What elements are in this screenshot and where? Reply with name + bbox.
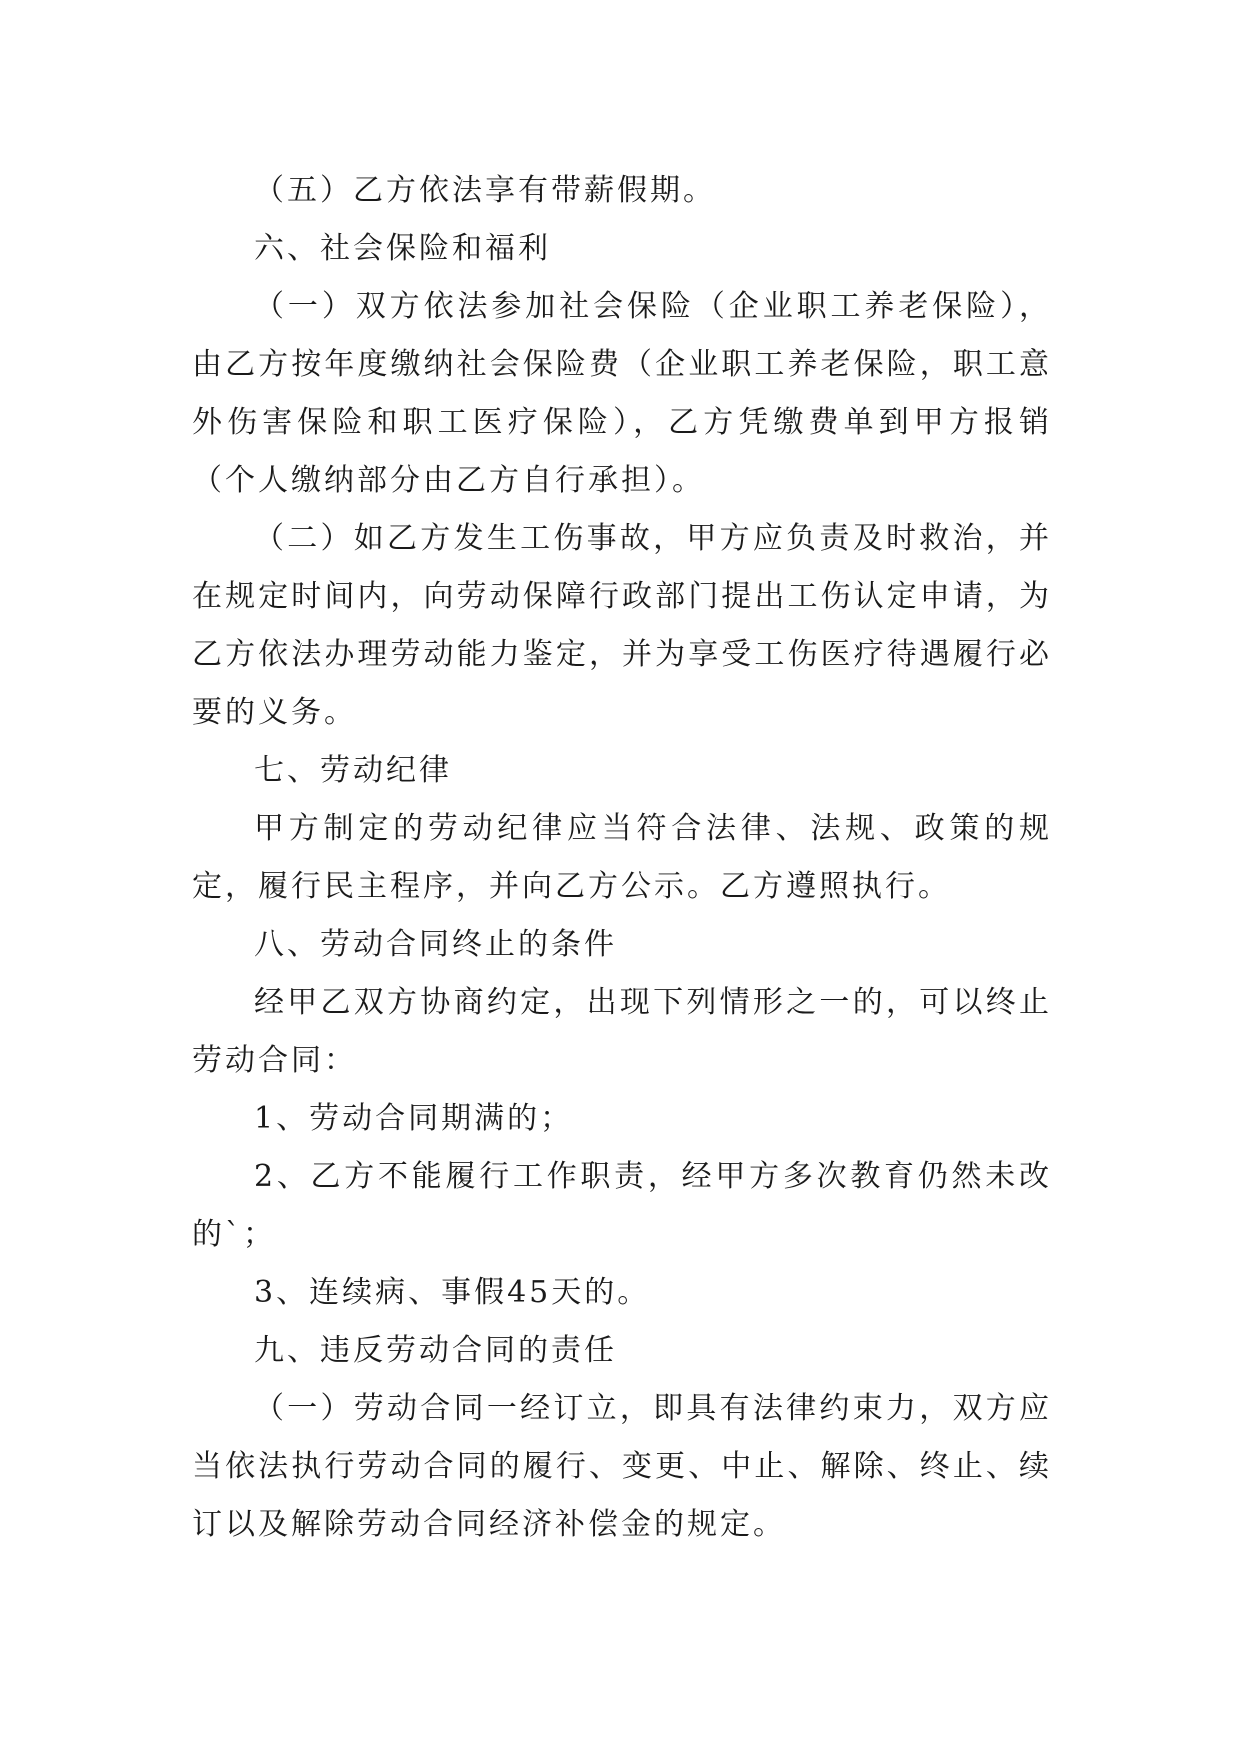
paragraph-leave: （五）乙方依法享有带薪假期。	[254, 173, 716, 208]
document-body	[192, 162, 1052, 1554]
paragraph-insurance-2: （二）如乙方发生工伤事故，甲方应负责及时救治，并在规定时间内，向劳动保障行政部门提出工伤认定申请，为乙方依法办理劳动能力鉴定，并为享受工伤医疗待遇履行必要的义务。	[192, 521, 1052, 730]
heading-termination-conditions: 八、劳动合同终止的条件	[254, 927, 617, 962]
paragraph-discipline: 甲方制定的劳动纪律应当符合法律、法规、政策的规定，履行民主程序，并向乙方公示。乙方遵照执行。	[192, 811, 1052, 904]
heading-labor-discipline: 七、劳动纪律	[254, 753, 452, 788]
list-item-termination-2: 2、乙方不能履行工作职责，经甲方多次教育仍然未改的`；	[192, 1159, 1052, 1252]
list-item-termination-1: 1、劳动合同期满的；	[254, 1101, 574, 1136]
paragraph-insurance-1: （一）双方依法参加社会保险（企业职工养老保险），由乙方按年度缴纳社会保险费（企业职工养老保险，职工意外伤害保险和职工医疗保险），乙方凭缴费单到甲方报销（个人缴纳部分由乙方自行承担）。	[192, 289, 1052, 498]
heading-breach-liability: 九、违反劳动合同的责任	[254, 1333, 617, 1368]
paragraph-termination-intro: 经甲乙双方协商约定，出现下列情形之一的，可以终止劳动合同：	[192, 985, 1052, 1078]
paragraph-breach-1: （一）劳动合同一经订立，即具有法律约束力，双方应当依法执行劳动合同的履行、变更、中止、解除、终止、续订以及解除劳动合同经济补偿金的规定。	[192, 1391, 1052, 1542]
heading-social-insurance: 六、社会保险和福利	[254, 231, 551, 266]
list-item-termination-3: 3、连续病、事假45天的。	[254, 1275, 651, 1310]
